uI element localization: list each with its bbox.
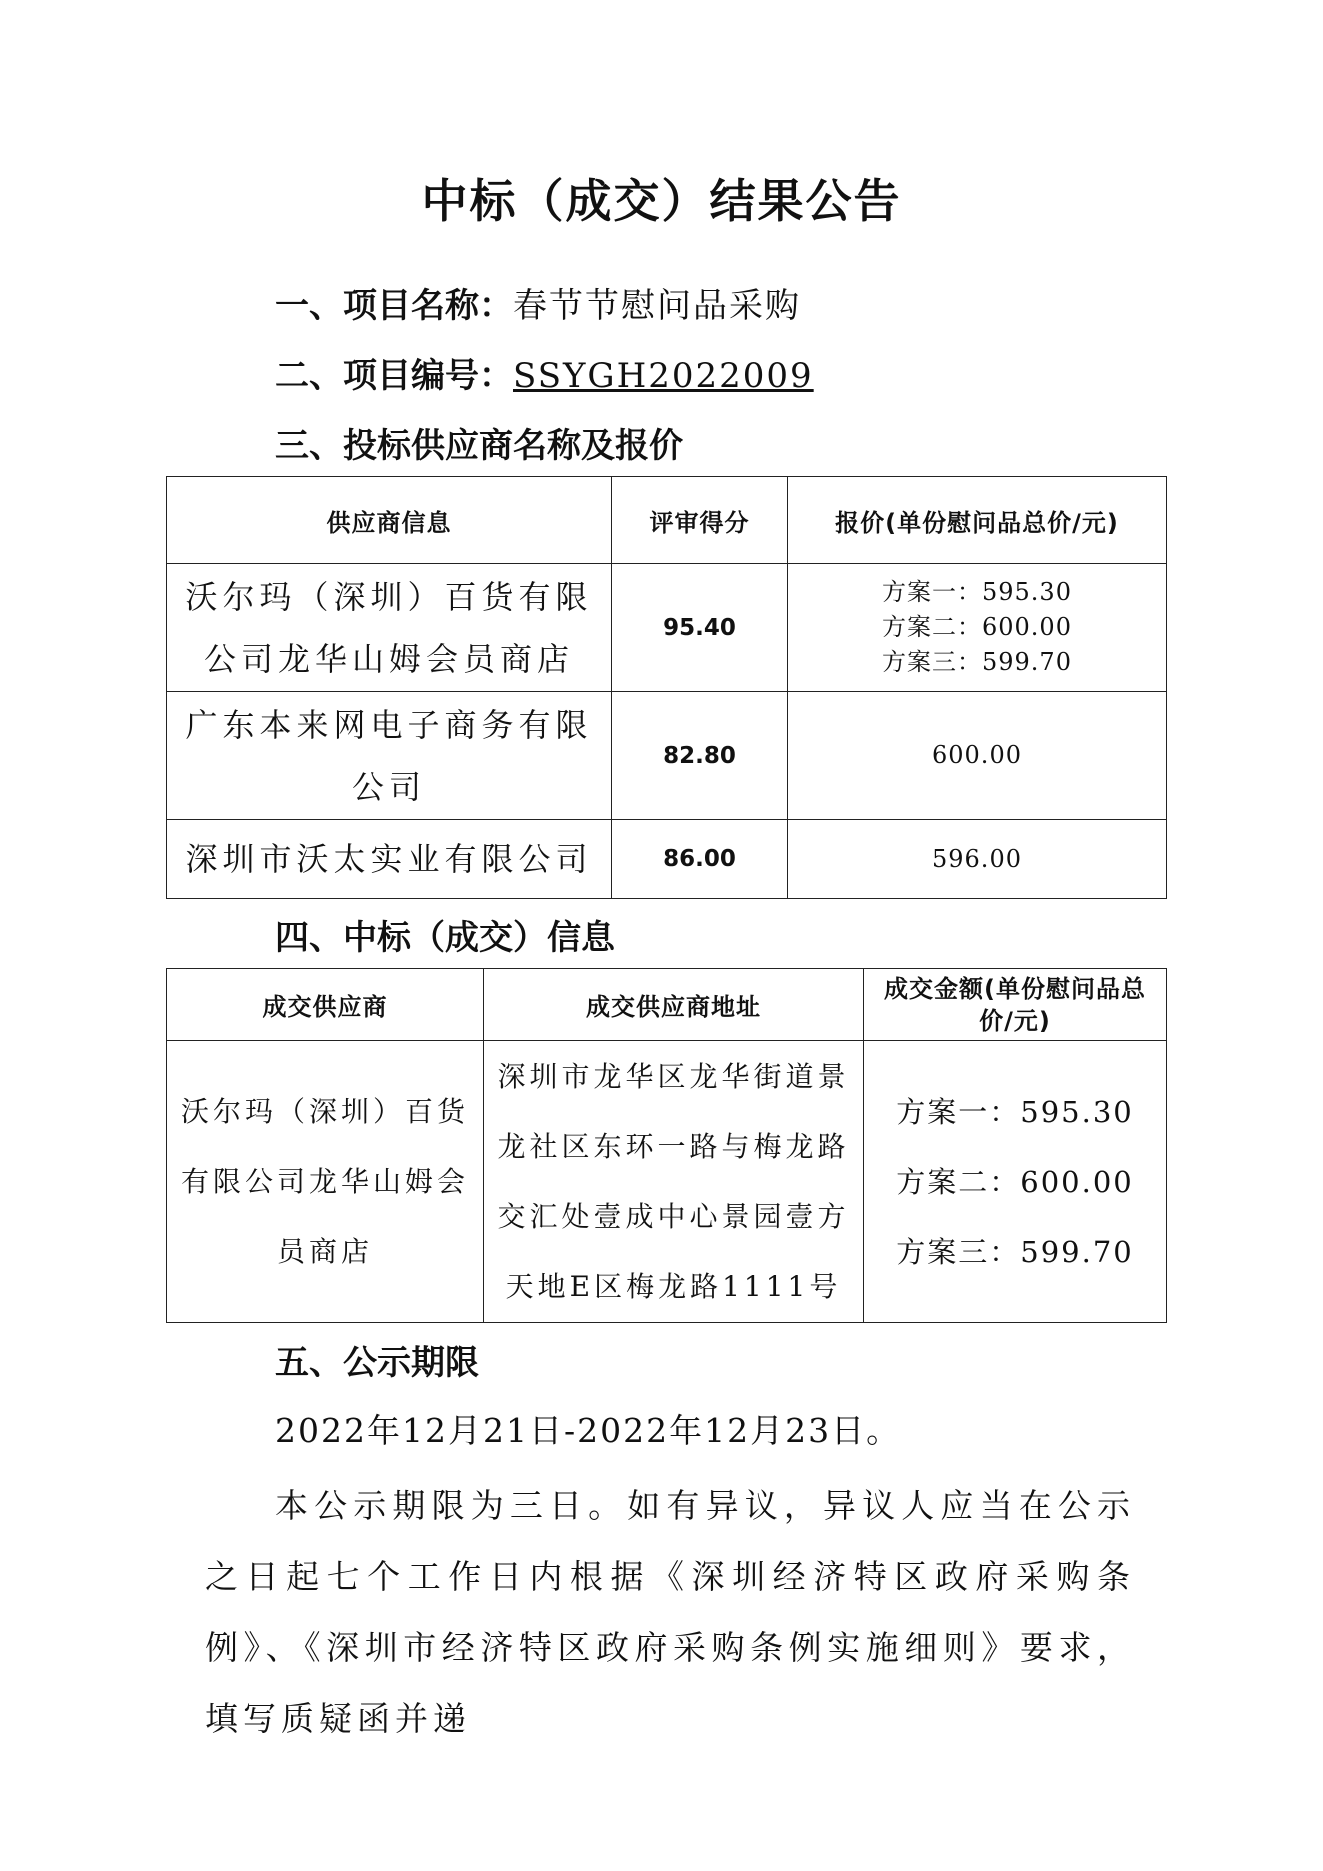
notice-paragraph: 本公示期限为三日。如有异议，异议人应当在公示之日起七个工作日内根据《深圳经济特区政府采购条例》、《深圳市经济特区政府采购条例实施细则》要求，填写质疑函并递: [205, 1486, 1135, 1738]
period-section-heading: 五、公示期限: [275, 1343, 479, 1383]
header-score: 评审得分: [612, 477, 788, 564]
table-row: [167, 820, 1167, 899]
project-name-value: 春节节慰问品采购: [513, 286, 801, 326]
price-cell: [788, 564, 1167, 692]
awarded-supplier-address: 深圳市龙华区龙华街道景龙社区东环一路与梅龙路交汇处壹成中心景园壹方天地E区梅龙路1111号: [484, 1041, 864, 1323]
table-row: [167, 692, 1167, 820]
price-value: 600.00: [788, 692, 1167, 820]
header-supplier-address: 成交供应商地址: [484, 969, 864, 1041]
price-option-2: 方案二：600.00: [882, 613, 1072, 641]
bid-table-header: [167, 477, 1167, 564]
supplier-name: 深圳市沃太实业有限公司: [167, 820, 612, 899]
project-code-line: [275, 348, 814, 397]
supplier-name: 沃尔玛（深圳）百货有限公司龙华山姆会员商店: [167, 564, 612, 692]
header-awarded-supplier: 成交供应商: [167, 969, 484, 1041]
score-value: 86.00: [612, 820, 788, 899]
price-option-1: 方案一：595.30: [882, 578, 1072, 606]
page-title: 中标（成交）结果公告: [421, 174, 902, 228]
score-value: 95.40: [612, 564, 788, 692]
price-option-3: 方案三：599.70: [882, 648, 1072, 676]
header-supplier-info: 供应商信息: [167, 477, 612, 564]
award-table-header: [167, 969, 1167, 1041]
header-award-amount: 成交金额(单份慰问品总价/元): [864, 969, 1167, 1041]
award-option-2: 方案二：600.00: [896, 1164, 1134, 1199]
bid-table: [166, 476, 1167, 899]
award-option-1: 方案一：595.30: [896, 1094, 1134, 1129]
score-value: 82.80: [612, 692, 788, 820]
awarded-supplier-name: 沃尔玛（深圳）百货有限公司龙华山姆会员商店: [167, 1041, 484, 1323]
publicity-period: 2022年12月21日-2022年12月23日。: [275, 1411, 902, 1450]
header-price: 报价(单份慰问品总价/元): [788, 477, 1167, 564]
award-section-heading: 四、中标（成交）信息: [275, 918, 615, 958]
project-name-label: 一、项目名称：: [275, 286, 513, 326]
award-table: [166, 968, 1167, 1323]
project-code-label: 二、项目编号：: [275, 356, 513, 396]
project-code-value: SSYGH2022009: [513, 356, 814, 396]
price-value: 596.00: [788, 820, 1167, 899]
table-row: [167, 564, 1167, 692]
supplier-name: 广东本来网电子商务有限公司: [167, 692, 612, 820]
bid-section-heading: 三、投标供应商名称及报价: [275, 426, 683, 466]
table-row: [167, 1041, 1167, 1323]
award-amount-cell: [864, 1041, 1167, 1323]
project-name-line: [275, 278, 801, 327]
award-option-3: 方案三：599.70: [896, 1234, 1134, 1269]
